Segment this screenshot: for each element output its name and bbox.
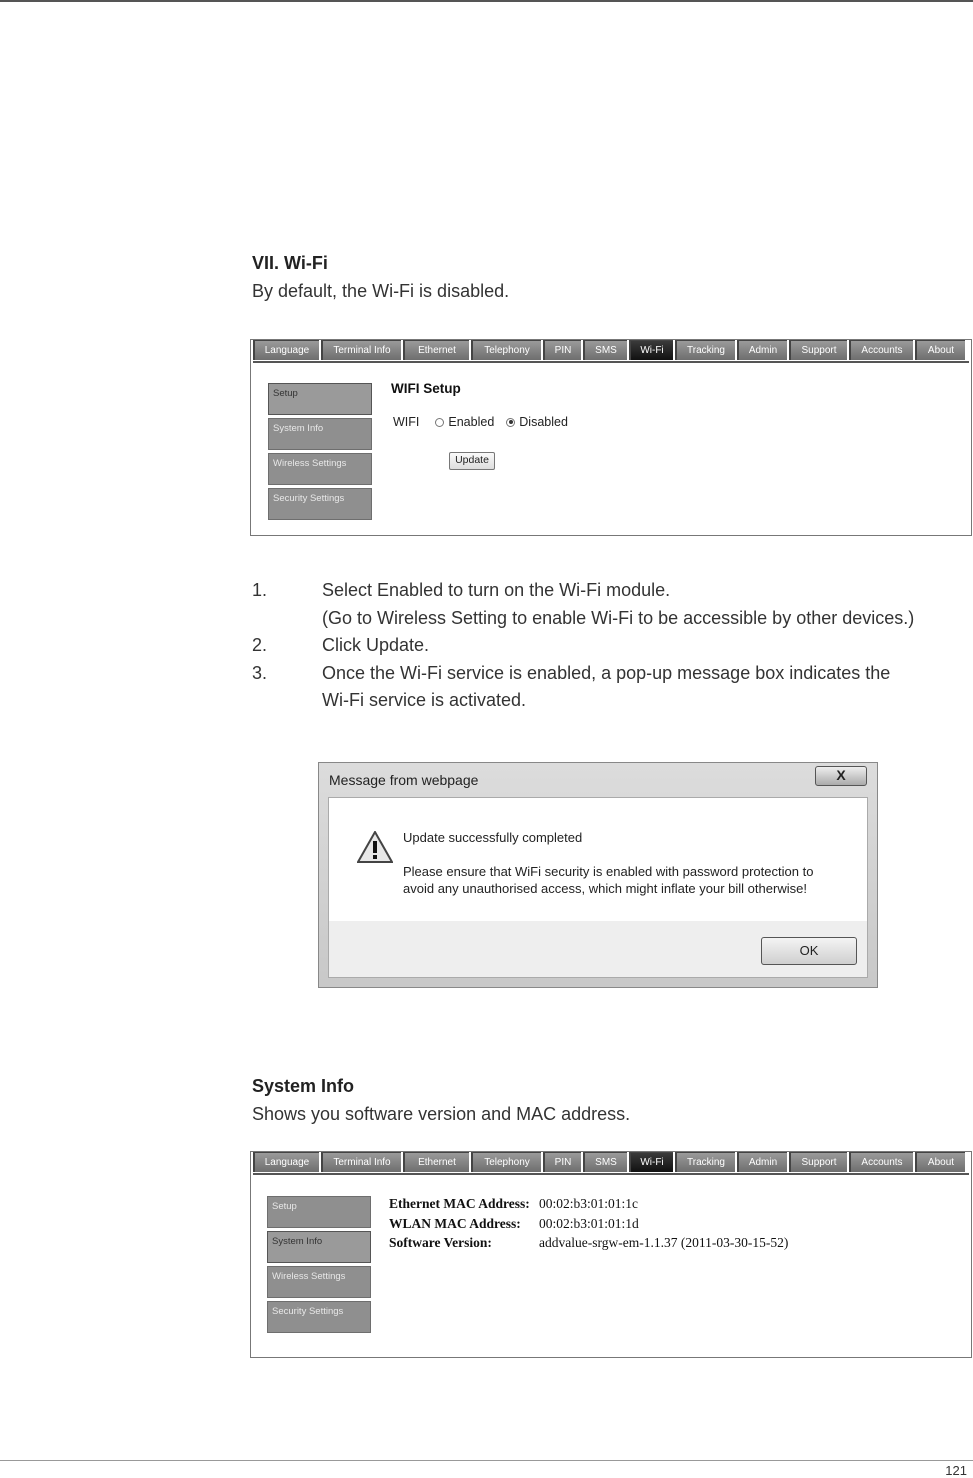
step-text: (Go to Wireless Setting to enable Wi-Fi to be accessible by other devices.) [322,607,915,628]
sidebar-item-setup[interactable]: Setup [268,383,372,415]
step-text: Select Enabled to turn on the Wi-Fi module. [322,580,671,600]
dialog-message-body: Please ensure that WiFi security is enabled with password protection to avoid any unauthorised access, which might inflate your bill otherwise! [403,864,814,896]
tab-ethernet[interactable]: Ethernet [403,1152,469,1172]
tab-accounts[interactable]: Accounts [849,1152,913,1172]
tab-telephony[interactable]: Telephony [471,1152,541,1172]
info-row-software-version [389,1235,788,1255]
nav-tabs [253,1152,969,1174]
section-intro-system-info: Shows you software version and MAC address. [252,1104,631,1124]
tab-about[interactable]: About [915,340,965,360]
router-panel-system-info [250,1151,972,1358]
tab-terminal-info[interactable]: Terminal Info [321,1152,401,1172]
sidebar-item-system-info[interactable]: System Info [268,418,372,450]
dialog-message-title: Update successfully completed [403,830,583,845]
wifi-disabled-radio[interactable] [506,418,515,427]
bottom-rule [0,1460,973,1461]
tab-telephony[interactable]: Telephony [471,340,541,360]
software-version-label: Software Version: [389,1235,492,1250]
tab-ethernet[interactable]: Ethernet [403,340,469,360]
step-text: Click Update. [322,635,430,655]
wifi-toggle-row [393,415,568,429]
tab-terminal-info[interactable]: Terminal Info [321,340,401,360]
tab-pin[interactable]: PIN [543,340,581,360]
tab-support[interactable]: Support [789,1152,847,1172]
dialog-footer [328,921,868,978]
tab-admin[interactable]: Admin [737,340,787,360]
tab-support[interactable]: Support [789,340,847,360]
section-heading-system-info: System Info [252,1076,355,1096]
step-text: Once the Wi-Fi service is enabled, a pop-up message box indicates the [322,662,891,683]
nav-divider [253,1173,969,1175]
tab-tracking[interactable]: Tracking [675,1152,735,1172]
message-dialog [318,762,878,988]
tab-pin[interactable]: PIN [543,1152,581,1172]
page-number: 121 [945,1463,967,1478]
wlan-mac-value: 00:02:b3:01:01:1d [539,1215,639,1231]
wifi-setup-title: WIFI Setup [391,381,461,396]
dialog-body [328,797,868,923]
tab-sms[interactable]: SMS [583,1152,627,1172]
ok-button[interactable]: OK [761,937,857,965]
tab-language[interactable]: Language [253,340,319,360]
step-number: 3. [252,662,268,683]
router-panel-wifi-setup [250,339,972,536]
top-rule [0,0,973,2]
tab-language[interactable]: Language [253,1152,319,1172]
step-text: Wi-Fi service is activated. [322,690,527,710]
close-button[interactable]: X [815,766,867,786]
wifi-field-label: WIFI [393,415,420,429]
sidebar-item-security-settings[interactable]: Security Settings [268,488,372,520]
sidebar-item-setup[interactable]: Setup [267,1196,371,1228]
wifi-enabled-label: Enabled [448,415,495,429]
ethernet-mac-label: Ethernet MAC Address: [389,1196,530,1211]
section-intro-wifi: By default, the Wi-Fi is disabled. [252,281,510,301]
info-row-ethernet-mac [389,1196,788,1216]
dialog-title: Message from webpage [329,772,479,788]
tab-about[interactable]: About [915,1152,965,1172]
step-number: 1. [252,580,268,600]
tab-accounts[interactable]: Accounts [849,340,913,360]
nav-divider [253,361,969,363]
step-number: 2. [252,635,268,655]
tab-tracking[interactable]: Tracking [675,340,735,360]
warning-icon [357,831,393,863]
tab-admin[interactable]: Admin [737,1152,787,1172]
wifi-enabled-radio[interactable] [435,418,444,427]
info-row-wlan-mac [389,1216,788,1236]
ethernet-mac-value: 00:02:b3:01:01:1c [539,1196,638,1211]
sidebar-item-security-settings[interactable]: Security Settings [267,1301,371,1333]
sidebar-item-wireless-settings[interactable]: Wireless Settings [268,453,372,485]
tab-sms[interactable]: SMS [583,340,627,360]
system-info-grid [389,1196,788,1255]
wifi-disabled-label: Disabled [519,415,568,429]
tab-wifi[interactable]: Wi-Fi [629,1152,673,1172]
software-version-value: addvalue-srgw-em-1.1.37 (2011-03-30-15-52) [539,1235,789,1250]
update-button[interactable]: Update [449,452,495,470]
tab-wifi[interactable]: Wi-Fi [629,340,673,360]
sidebar-item-wireless-settings[interactable]: Wireless Settings [267,1266,371,1298]
nav-tabs [253,340,969,362]
section-heading-wifi: VII. Wi-Fi [252,253,328,273]
wlan-mac-label: WLAN MAC Address: [389,1215,521,1231]
sidebar-item-system-info[interactable]: System Info [267,1231,371,1263]
